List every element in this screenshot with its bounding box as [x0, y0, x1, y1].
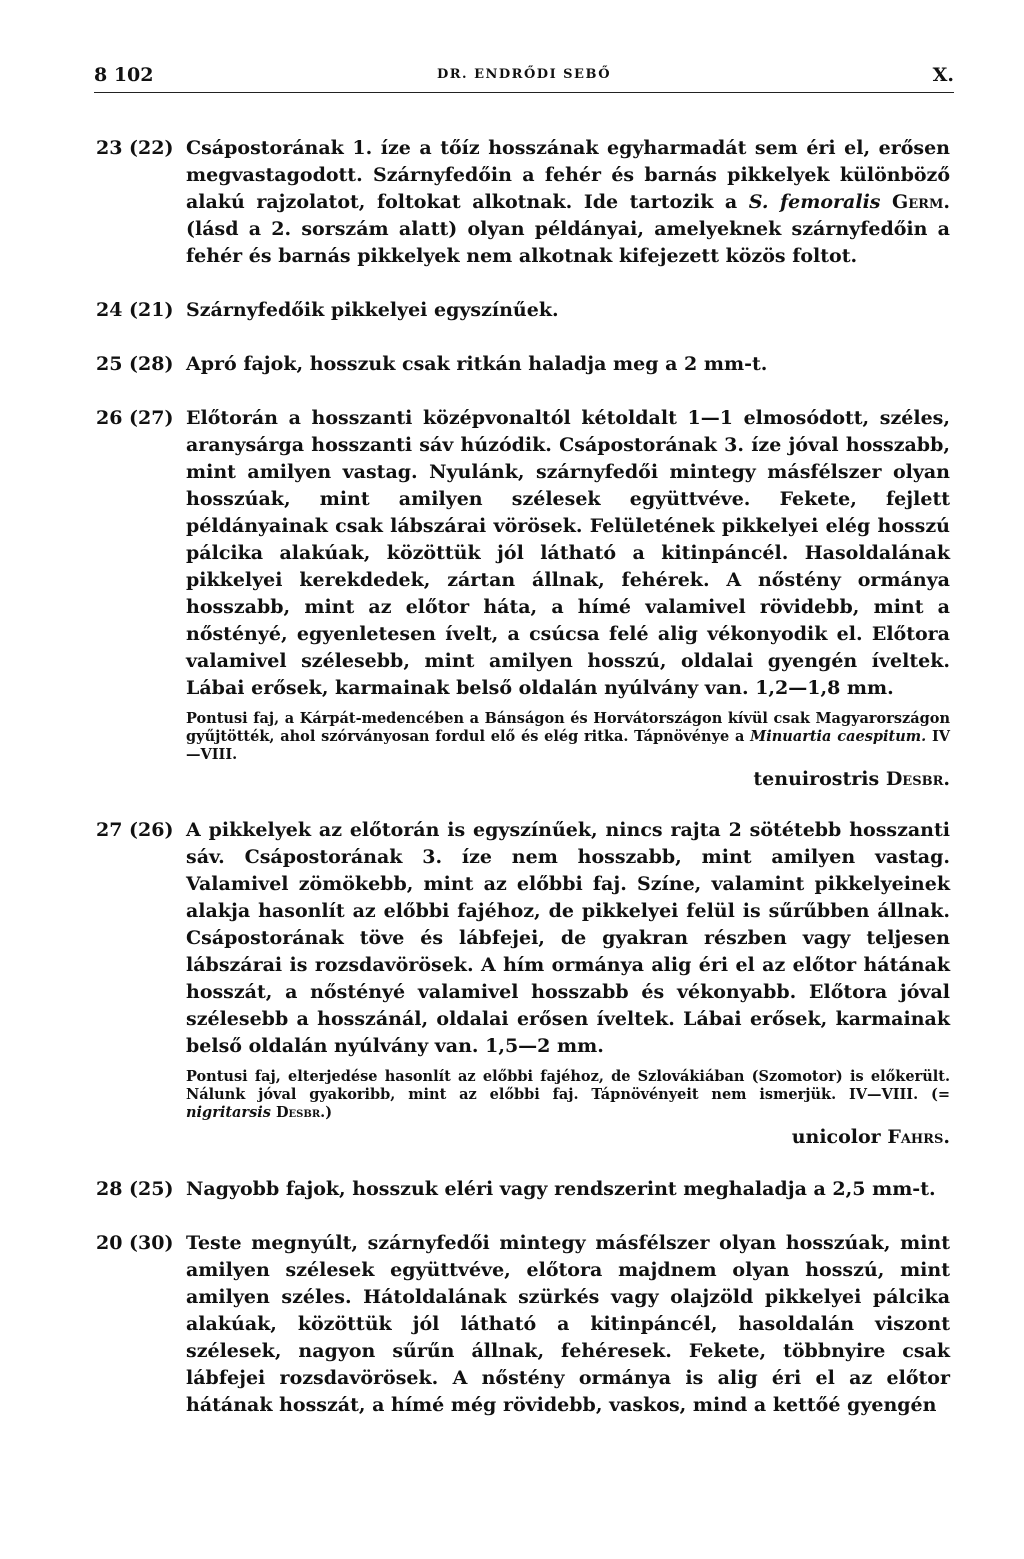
- couplet-number: 23 (22): [96, 137, 174, 159]
- species-name: tenuirostris Desbr.: [753, 768, 950, 790]
- couplet-number: 25 (28): [96, 353, 174, 375]
- key-entry-29: [96, 1230, 956, 1419]
- couplet-text: Csápostorának 1. íze a tőíz hosszának egyharmadát sem éri el, erősen megvastagodott. Szárnyfedőin a fehér és barnás pikkelyek különböző alakú rajzolatot, foltokat alkotnak. Ide tartozik a S. femoralis Germ. (lásd a 2. sorszám alatt) olyan példányai, amelyeknek szárnyfedőin a fehér és barnás pikkelyek nem alkotnak kifejezett közös foltot.: [186, 137, 950, 267]
- running-title: DR. ENDRŐDI SEBŐ: [436, 67, 612, 82]
- couplet-number: 26 (27): [96, 407, 174, 429]
- running-header: [94, 60, 954, 93]
- couplet-number: 28 (25): [96, 1178, 174, 1200]
- distribution-note: Pontusi faj, elterjedése hasonlít az előbbi fajéhoz, de Szlovákiában (Szomotor) is előkerült. Nálunk jóval gyakoribb, mint az előbbi faj. Tápnövényeit nem ismerjük. IV—VIII. (= nigritarsis Desbr.): [186, 1068, 950, 1121]
- species-name: unicolor Fahrs.: [791, 1126, 950, 1148]
- key-entry-23: [96, 135, 956, 270]
- couplet-text: A pikkelyek az előtorán is egyszínűek, nincs rajta 2 sötétebb hosszanti sáv. Csápostorának 3. íze nem hosszabb, mint amilyen vastag. Valamivel zömökebb, mint az előbbi faj. Színe, valamint pikkelyeinek alakja hasonlít az előbbi fajéhoz, de pikkelyei felül is sűrűbben állnak. Csápostorának töve és lábfejei, de gyakran részben vagy teljesen lábszárai is rozsdavörösek. A hím ormánya alig éri el az előtor hátának hosszát, a nőstényé valamivel hosszabb és vékonyabb. Előtora jóval szélesebb a hosszánál, oldalai erősen íveltek. Lábai erősek, karmainak belső oldalán nyúlvány van. 1,5—2 mm.: [186, 819, 950, 1057]
- distribution-note: Pontusi faj, a Kárpát-medencében a Bánságon és Horvátországon kívül csak Magyarországon gyűjtötték, ahol szórványosan fordul elő és elég ritka. Tápnövénye a Minuartia caespitum. IV—VIII.: [186, 710, 950, 763]
- key-entry-26: [96, 405, 956, 793]
- key-entry-28: [96, 1176, 956, 1203]
- key-entry-24: [96, 297, 956, 324]
- couplet-text: Szárnyfedőik pikkelyei egyszínűek.: [186, 299, 559, 321]
- couplet-number: 24 (21): [96, 299, 174, 321]
- page-number: 8 102: [94, 64, 154, 86]
- couplet-number: 27 (26): [96, 819, 174, 841]
- couplet-text: Nagyobb fajok, hosszuk eléri vagy rendszerint meghaladja a 2,5 mm-t.: [186, 1178, 936, 1200]
- volume-number: X.: [932, 64, 954, 86]
- couplet-text: Apró fajok, hosszuk csak ritkán haladja meg a 2 mm-t.: [186, 353, 768, 375]
- couplet-number: 20 (30): [96, 1232, 174, 1254]
- key-entry-27: [96, 817, 956, 1151]
- couplet-text: Előtorán a hosszanti középvonaltól kétoldalt 1—1 elmosódott, széles, aranysárga hosszanti sáv húzódik. Csápostorának 3. íze jóval hosszabb, mint amilyen vastag. Nyulánk, szárnyfedői mintegy másfélszer olyan hosszúak, mint amilyen szélesek együttvéve. Fekete, fejlett példányainak csak lábszárai vörösek. Felületének pikkelyei elég hosszú pálcika alakúak, közöttük jól látható a kitinpáncél. Hasoldalának pikkelyei kerekdedek, zártan állnak, fehérek. A nőstény ormánya hosszabb, mint az előtor háta, a hímé valamivel rövidebb, mint a nőstényé, egyenletesen ívelt, a csúcsa felé alig vékonyodik el. Előtora valamivel szélesebb, mint amilyen hosszú, oldalai gyengén íveltek. Lábai erősek, karmainak belső oldalán nyúlvány van. 1,2—1,8 mm.: [186, 407, 950, 699]
- couplet-text: Teste megnyúlt, szárnyfedői mintegy másfélszer olyan hosszúak, mint amilyen szélesek együttvéve, előtora majdnem olyan hosszú, mint amilyen széles. Hátoldalának szürkés vagy olajzöld pikkelyei pálcika alakúak, közöttük jól látható a kitinpáncél, hasoldalán viszont szélesek, nagyon sűrűn állnak, fehéresek. Fekete, többnyire csak lábfejei rozsdavörösek. A nőstény ormánya is alig éri el az előtor hátának hosszát, a hímé még rövidebb, vaskos, mind a kettőé gyengén: [186, 1232, 950, 1416]
- key-entry-25: [96, 351, 956, 378]
